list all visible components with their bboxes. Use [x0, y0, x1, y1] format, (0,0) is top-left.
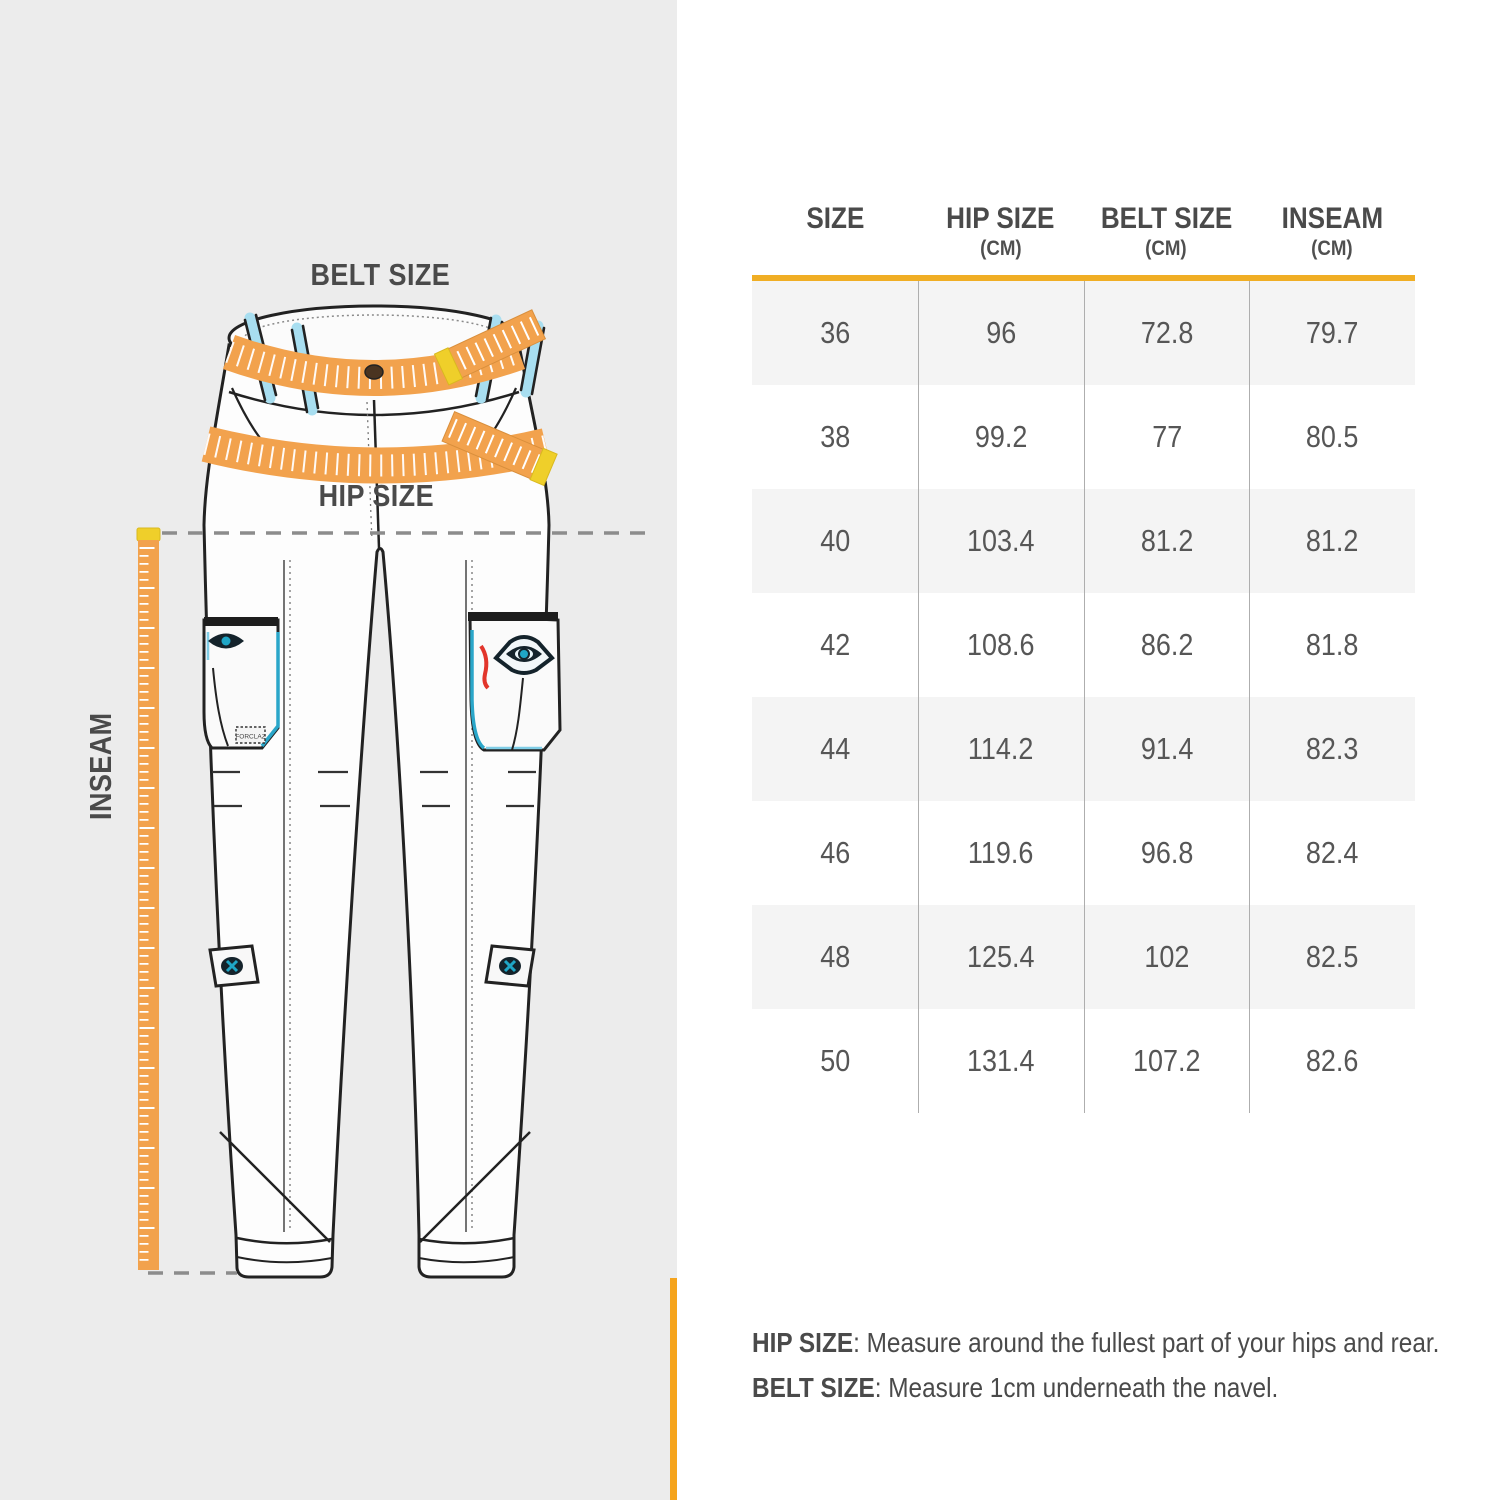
cell-inseam: 81.2 — [1249, 489, 1415, 593]
cell-hip: 114.2 — [918, 697, 1084, 801]
cell-belt: 107.2 — [1084, 1009, 1250, 1113]
table-row — [752, 905, 1415, 1009]
table-row — [752, 593, 1415, 697]
table-row — [752, 489, 1415, 593]
cell-hip: 99.2 — [918, 385, 1084, 489]
cell-hip: 96 — [918, 281, 1084, 385]
cell-belt: 86.2 — [1084, 593, 1250, 697]
cell-inseam: 81.8 — [1249, 593, 1415, 697]
cell-inseam: 80.5 — [1249, 385, 1415, 489]
cell-hip: 108.6 — [918, 593, 1084, 697]
right-cargo-pocket — [468, 612, 560, 750]
column-header-size: SIZE — [805, 202, 864, 235]
column-header-belt-size: BELT SIZE (CM) — [1100, 202, 1233, 260]
table-header-row — [752, 196, 1415, 275]
table-row — [752, 801, 1415, 905]
belt-size-label: BELT SIZE — [310, 257, 450, 292]
cell-belt: 77 — [1084, 385, 1250, 489]
table-row — [752, 385, 1415, 489]
column-header-inseam: INSEAM (CM) — [1281, 202, 1383, 260]
cell-inseam: 82.5 — [1249, 905, 1415, 1009]
size-table — [752, 196, 1415, 1113]
inseam-label: INSEAM — [83, 712, 118, 820]
accent-bar — [670, 1278, 677, 1500]
cell-hip: 103.4 — [918, 489, 1084, 593]
waist-button — [365, 365, 383, 379]
cell-size: 42 — [819, 627, 850, 662]
column-header-hip-size: HIP SIZE (CM) — [946, 202, 1055, 260]
cell-belt: 102 — [1084, 905, 1250, 1009]
belt-size-note: BELT SIZE: Measure 1cm underneath the navel. — [752, 1372, 1279, 1403]
illustration-panel — [0, 0, 677, 1500]
cell-size: 44 — [819, 731, 850, 766]
table-row — [752, 697, 1415, 801]
inseam-ruler — [137, 528, 160, 1270]
cell-belt: 72.8 — [1084, 281, 1250, 385]
cell-size: 48 — [819, 939, 850, 974]
cell-inseam: 82.6 — [1249, 1009, 1415, 1113]
cell-belt: 96.8 — [1084, 801, 1250, 905]
cell-size: 36 — [819, 315, 850, 350]
brand-label: FORCLAZ — [235, 733, 266, 741]
hip-size-label: HIP SIZE — [318, 478, 434, 513]
cell-inseam: 82.4 — [1249, 801, 1415, 905]
cell-size: 38 — [819, 419, 850, 454]
cell-size: 50 — [819, 1043, 850, 1078]
cell-inseam: 82.3 — [1249, 697, 1415, 801]
measurement-notes — [752, 1320, 1472, 1410]
cell-belt: 91.4 — [1084, 697, 1250, 801]
table-row — [752, 281, 1415, 385]
cell-hip: 125.4 — [918, 905, 1084, 1009]
hip-size-note: HIP SIZE: Measure around the fullest part of your hips and rear. — [752, 1327, 1440, 1358]
left-cargo-pocket — [204, 617, 278, 748]
cell-hip: 119.6 — [918, 801, 1084, 905]
cell-size: 40 — [819, 523, 850, 558]
table-row — [752, 1009, 1415, 1113]
cell-inseam: 79.7 — [1249, 281, 1415, 385]
cell-size: 46 — [819, 835, 850, 870]
cell-belt: 81.2 — [1084, 489, 1250, 593]
cell-hip: 131.4 — [918, 1009, 1084, 1113]
